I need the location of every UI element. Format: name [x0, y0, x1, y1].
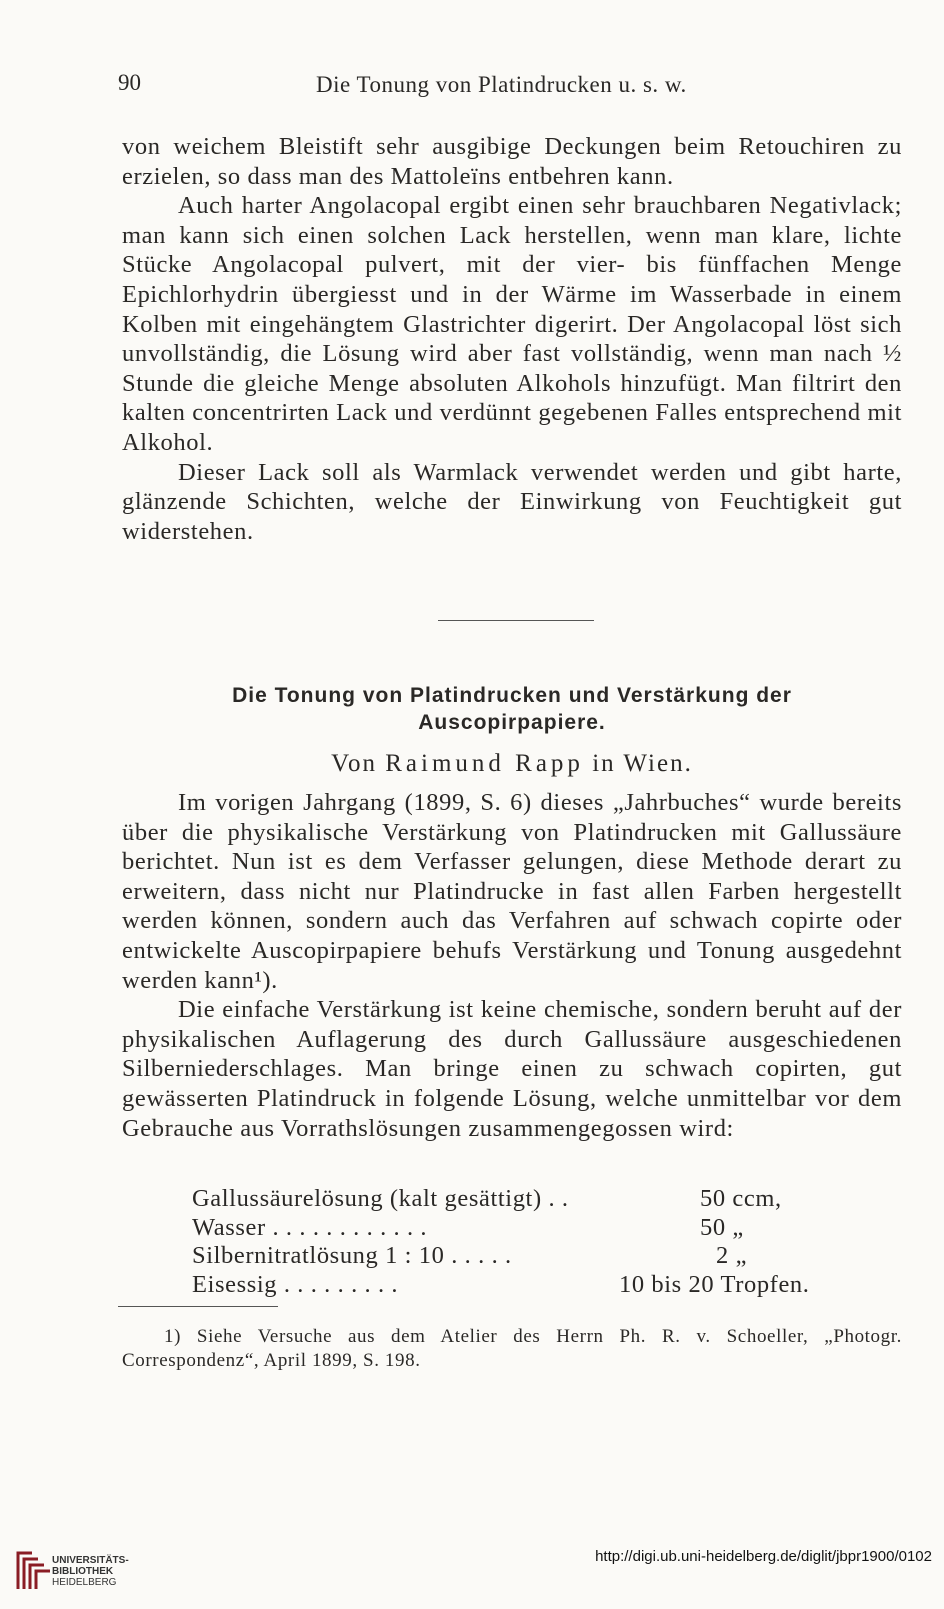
- recipe-item: [192, 1271, 912, 1300]
- footnote-rule: [118, 1306, 278, 1307]
- ingredient-amount: 50 ccm,: [700, 1185, 782, 1212]
- author-name: Raimund Rapp: [385, 750, 584, 777]
- page-number: 90: [118, 70, 141, 95]
- recipe-item: [192, 1214, 912, 1243]
- paragraph: Auch harter Angolacopal ergibt einen sehr brauchbaren Negativlack; man kann sich einen solchen Lack herstellen, wenn man klare, lichte Stücke Angolacopal pulvert, mit der vier- bis fünffachen Menge Epichlorhydrin übergiesst und in der Wärme im Wasserbade in einem Kolben mit eingehängtem Glastrichter digerirt. Der Angolacopal löst sich unvollständig, die Lösung wird aber fast vollständig, wenn man nach ½ Stunde die gleiche Menge absoluten Alkohols hinzufügt. Man filtrirt den kalten concentrirten Lack und verdünnt gegebenen Falles entsprechend mit Alkohol.: [122, 192, 902, 456]
- running-title: Die Tonung von Platindrucken u. s. w.: [316, 72, 687, 97]
- library-line: BIBLIOTHEK: [52, 1566, 114, 1577]
- heading-line: Auscopirpapiere.: [418, 711, 606, 734]
- section-divider: [438, 620, 594, 621]
- ingredient-name: Silbernitratlösung 1 : 10 . . . . .: [192, 1242, 512, 1269]
- byline-prefix: Von: [331, 750, 377, 777]
- recipe-item: [192, 1242, 912, 1271]
- ingredient-name: Eisessig . . . . . . . . .: [192, 1270, 399, 1298]
- library-line: HEIDELBERG: [52, 1577, 117, 1588]
- page-header: [118, 70, 888, 104]
- source-url-link[interactable]: http://digi.ub.uni-heidelberg.de/diglit/jbpr1900/0102: [595, 1548, 932, 1565]
- ingredient-amount: 10 bis 20 Tropfen.: [619, 1270, 810, 1298]
- paragraph: Die einfache Verstärkung ist keine chemische, sondern beruht auf der physikalischen Auflagerung des durch Gallussäure ausgeschiedenen Silberniederschlages. Man bringe einen zu schwach copirten, gut gewässerten Platindruck in folgende Lösung, welche unmittelbar vor dem Gebrauche aus Vorrathslösungen zusammengegossen wird:: [122, 996, 902, 1142]
- byline: [122, 750, 902, 778]
- paragraph: Im vorigen Jahrgang (1899, S. 6) dieses „Jahrbuches“ wurde bereits über die physikalische Verstärkung von Platindrucken mit Gallussäure berichtet. Nun ist es dem Verfasser gelungen, diese Methode derart zu erweitern, dass nicht nur Platindrucke in fast allen Farben hergestellt werden können, sondern auch das Verfahren auf schwach copirte oder entwickelte Auscopirpapiere behufs Verstärkung und Tonung ausgedehnt werden kann¹).: [122, 789, 902, 994]
- byline-suffix: in Wien.: [592, 750, 693, 777]
- recipe-list: [192, 1185, 912, 1299]
- library-line: UNIVERSITÄTS-: [52, 1555, 129, 1566]
- recipe-item: [192, 1185, 912, 1214]
- ingredient-amount: 2 „: [716, 1242, 748, 1269]
- ingredient-name: Gallussäurelösung (kalt gesättigt) . .: [192, 1185, 569, 1212]
- continuation-text: [122, 132, 902, 546]
- ingredient-name: Wasser . . . . . . . . . . . .: [192, 1213, 428, 1241]
- paragraph: Dieser Lack soll als Warmlack verwendet werden und gibt harte, glänzende Schichten, welche der Einwirkung von Feuchtigkeit gut widerstehen.: [122, 458, 902, 545]
- footnote-text: 1) Siehe Versuche aus dem Atelier des Herrn Ph. R. v. Schoeller, „Photogr. Correspondenz“, April 1899, S. 198.: [122, 1326, 902, 1371]
- heading-line: Die Tonung von Platindrucken und Verstärkung der: [232, 684, 792, 707]
- paragraph: von weichem Bleistift sehr ausgibige Deckungen beim Retouchiren zu erzielen, so dass man des Mattoleïns entbehren kann.: [122, 133, 902, 190]
- article-text: [122, 788, 902, 1143]
- footnote: [122, 1325, 902, 1373]
- article-heading: [122, 682, 902, 736]
- ingredient-amount: 50 „: [700, 1213, 744, 1241]
- library-name: [52, 1555, 129, 1588]
